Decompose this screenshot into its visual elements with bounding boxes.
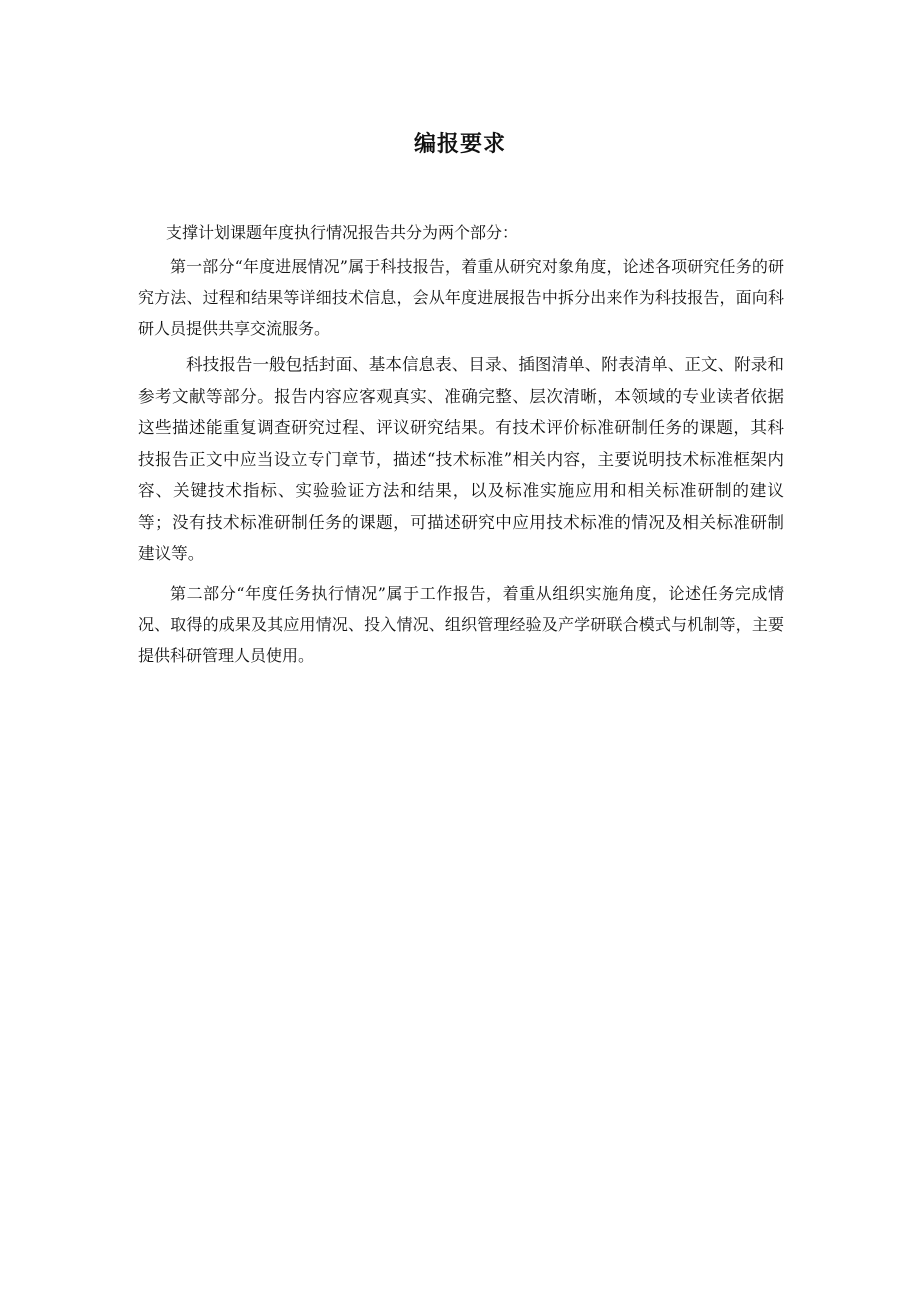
document-body — [138, 217, 784, 671]
paragraph-tech-report: 科技报告一般包括封面、基本信息表、目录、插图清单、附表清单、正文、附录和参考文献等部分。报告内容应客观真实、准确完整、层次清晰，本领域的专业读者依据这些描述能重复调查研究过程、评议研究结果。有技术评价标准研制任务的课题，其科技报告正文中应当设立专门章节，描述“技术标准”相关内容，主要说明技术标准框架内容、关键技术指标、实验验证方法和结果，以及标准实施应用和相关标准研制的建议等；没有技术标准研制任务的课题，可描述研究中应用技术标准的情况及相关标准研制建议等。 — [138, 355, 784, 563]
page-title: 编报要求 — [413, 132, 506, 157]
paragraph-part-one: 第一部分“年度进展情况”属于科技报告，着重从研究对象角度，论述各项研究任务的研究方法、过程和结果等详细技术信息，会从年度进展报告中拆分出来作为科技报告，面向科研人员提供共享交流服务。 — [138, 257, 784, 338]
paragraph-part-two: 第二部分“年度任务执行情况”属于工作报告，着重从组织实施角度，论述任务完成情况、取得的成果及其应用情况、投入情况、组织管理经验及产学研联合模式与机制等，主要提供科研管理人员使用。 — [138, 583, 784, 665]
paragraph-intro: 支撑计划课题年度执行情况报告共分为两个部分： — [166, 223, 519, 242]
